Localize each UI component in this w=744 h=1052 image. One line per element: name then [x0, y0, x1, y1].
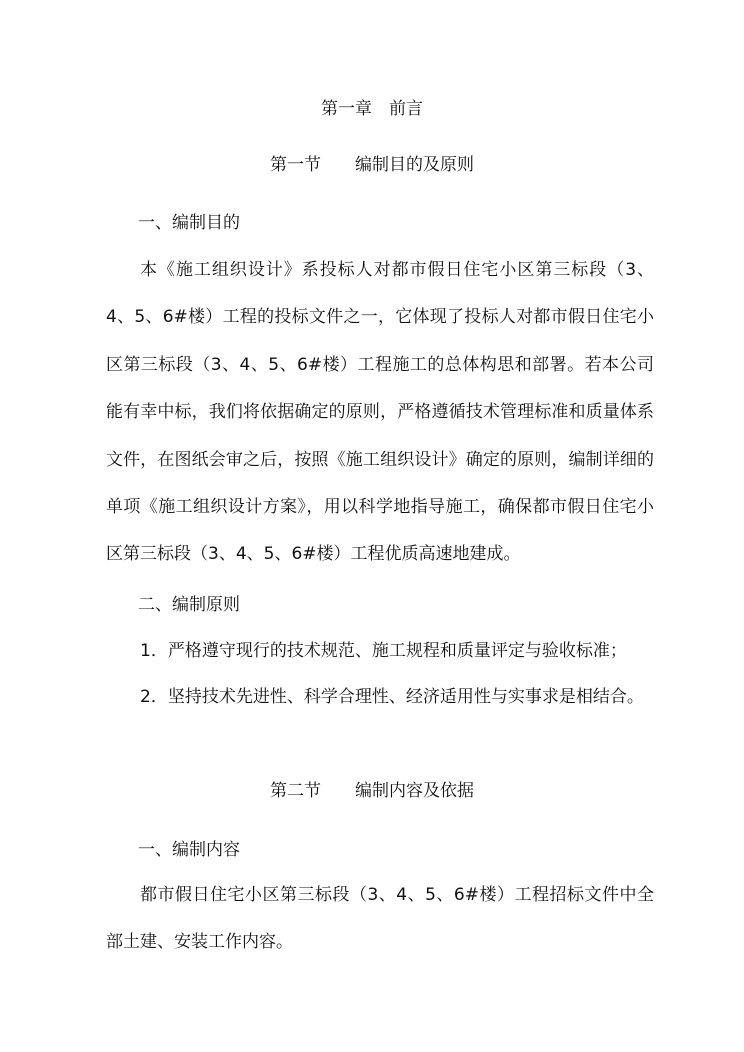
- content-paragraph: 都市假日住宅小区第三标段（3、4、5、6#楼）工程招标文件中全部土建、安装工作内容。: [106, 885, 654, 953]
- principle-item-2: 2．坚持技术先进性、科学合理性、经济适用性与实事求是相结合。: [140, 687, 644, 707]
- principle-item-1: 1．严格遵守现行的技术规范、施工规程和质量评定与验收标准；: [140, 641, 627, 661]
- purpose-heading: 一、编制目的: [138, 213, 240, 233]
- purpose-paragraph: 本《施工组织设计》系投标人对都市假日住宅小区第三标段（3、4、5、6#楼）工程的投标文件之一，它体现了投标人对都市假日住宅小区第三标段（3、4、5、6#楼）工程施工的总体构思和部署。若本公司能有幸中标，我们将依据确定的原则，严格遵循技术管理标准和质量体系文件，在图纸会审之后，按照《施工组织设计》确定的原则，编制详细的单项《施工组织设计方案》，用以科学地指导施工，确保都市假日住宅小区第三标段（3、4、5、6#楼）工程优质高速地建成。: [106, 260, 654, 565]
- section-1-title: 第一节 编制目的及原则: [270, 155, 474, 175]
- content-heading: 一、编制内容: [138, 840, 240, 860]
- principle-heading: 二、编制原则: [138, 595, 240, 615]
- section-2-title: 第二节 编制内容及依据: [270, 781, 474, 801]
- chapter-title: 第一章 前言: [321, 99, 423, 119]
